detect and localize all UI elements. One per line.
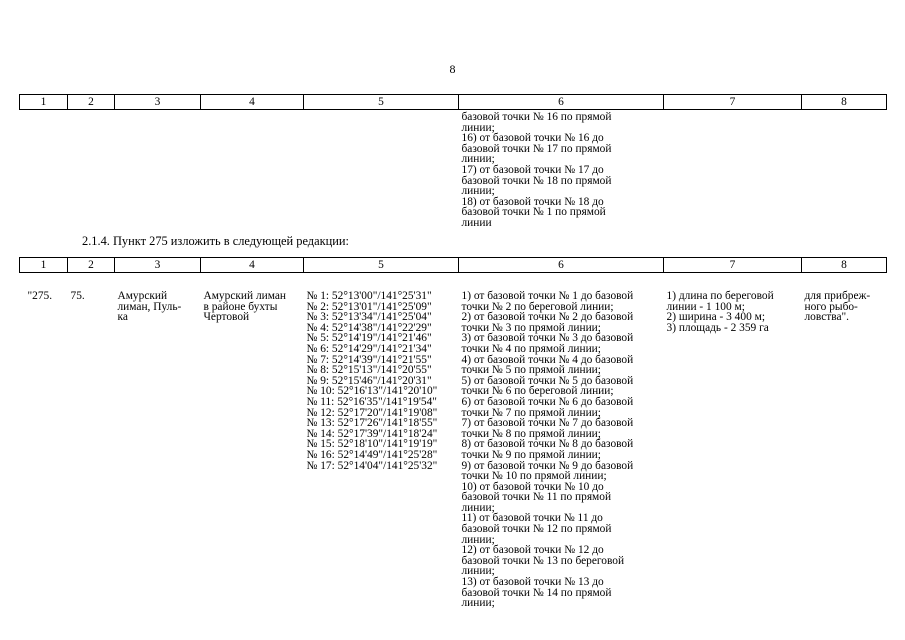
coordinate-line: № 2: 52°13'01"/141°25'09" xyxy=(306,300,432,313)
coordinate-line: № 12: 52°17'20"/141°19'08" xyxy=(306,406,438,419)
coordinate-line: № 16: 52°14'49"/141°25'28" xyxy=(306,448,438,461)
header-cell: 1 xyxy=(20,95,68,110)
cell-boundary-description xyxy=(459,273,664,609)
cell-empty xyxy=(115,110,201,229)
table-header-row xyxy=(20,95,887,110)
text-line: 75. xyxy=(70,290,85,302)
text-line: базовой точки № 16 по прямой xyxy=(461,111,612,123)
coordinate-line: № 14: 52°17'39"/141°18'24" xyxy=(306,427,438,440)
text-line: для прибреж- xyxy=(804,290,871,302)
coordinate-line: № 11: 52°16'35"/141°19'54" xyxy=(306,395,437,408)
header-cell: 3 xyxy=(115,258,201,273)
text-line: базовой точки № 18 по прямой xyxy=(461,174,612,187)
text-line: "275. xyxy=(27,290,53,302)
header-cell: 3 xyxy=(115,95,201,110)
header-cell: 5 xyxy=(304,95,459,110)
cell-empty xyxy=(304,110,459,229)
text-line: 3) от базовой точки № 3 до базовой xyxy=(461,332,634,345)
text-line: ного рыбо- xyxy=(804,300,858,313)
header-cell: 8 xyxy=(802,95,887,110)
header-cell: 1 xyxy=(20,258,68,273)
cell-purpose xyxy=(802,273,887,609)
text-line: 17) от базовой точки № 17 до xyxy=(461,163,604,176)
text-line: в районе бухты xyxy=(203,300,278,313)
table-header-row xyxy=(20,258,887,273)
coordinate-line: № 1: 52°13'00"/141°25'31" xyxy=(306,290,432,302)
text-line: точки № 6 по береговой линии; xyxy=(461,385,614,398)
cell-empty xyxy=(201,110,304,229)
text-line: базовой точки № 12 по прямой xyxy=(461,523,612,536)
text-line: линии - 1 100 м; xyxy=(666,300,745,313)
cell-empty xyxy=(664,110,802,229)
text-line: базовой точки № 17 по прямой xyxy=(461,142,612,155)
coordinate-line: № 6: 52°14'29"/141°21'34" xyxy=(306,342,432,355)
text-line: Чертовой xyxy=(203,311,250,324)
text-line: базовой точки № 11 по прямой xyxy=(461,491,612,504)
header-cell: 6 xyxy=(459,95,664,110)
cell-item-number xyxy=(20,273,68,609)
text-line: линии; xyxy=(461,533,495,546)
text-line: 3) площадь - 2 359 га xyxy=(666,321,769,334)
text-line: 10) от базовой точки № 10 до xyxy=(461,480,604,493)
header-cell: 5 xyxy=(304,258,459,273)
cell-location xyxy=(201,273,304,609)
text-line: 13) от базовой точки № 13 до xyxy=(461,576,604,589)
table-row xyxy=(20,273,887,609)
header-cell: 7 xyxy=(664,95,802,110)
text-line: линии xyxy=(461,216,492,229)
text-line: точки № 10 по прямой линии; xyxy=(461,470,607,483)
text-line: точки № 9 по прямой линии; xyxy=(461,448,601,461)
text-line: 5) от базовой точки № 5 до базовой xyxy=(461,374,634,387)
text-line: 8) от базовой точки № 8 до базовой xyxy=(461,438,634,451)
header-cell: 8 xyxy=(802,258,887,273)
text-line: базовой точки № 13 по береговой xyxy=(461,554,625,567)
cell-dimensions xyxy=(664,273,802,609)
text-line: 9) от базовой точки № 9 до базовой xyxy=(461,459,634,472)
header-cell: 6 xyxy=(459,258,664,273)
page-number: 8 xyxy=(449,62,456,76)
text-line: 4) от базовой точки № 4 до базовой xyxy=(461,353,634,366)
text-line: линии; xyxy=(461,121,495,134)
amendment-table xyxy=(19,257,887,609)
text-line: линии; xyxy=(461,565,495,578)
text-line: точки № 8 по прямой линии; xyxy=(461,427,601,440)
text-line: 6) от базовой точки № 6 до базовой xyxy=(461,395,634,408)
continuation-table xyxy=(19,94,887,229)
text-line: точки № 3 по прямой линии; xyxy=(461,321,601,334)
coordinate-line: № 4: 52°14'38"/141°22'29" xyxy=(306,321,432,334)
text-line: точки № 4 по прямой линии; xyxy=(461,342,601,355)
text-line: 2) ширина - 3 400 м; xyxy=(666,311,765,324)
text-line: 7) от базовой точки № 7 до базовой xyxy=(461,417,634,430)
coordinate-line: № 10: 52°16'13"/141°20'10" xyxy=(306,385,438,398)
header-cell: 7 xyxy=(664,258,802,273)
text-line: лиман, Пуль- xyxy=(117,300,182,313)
header-cell: 2 xyxy=(68,258,115,273)
text-line: базовой точки № 1 по прямой xyxy=(461,206,606,219)
header-cell: 4 xyxy=(201,95,304,110)
text-line: 11) от базовой точки № 11 до xyxy=(461,512,603,525)
coordinate-line: № 3: 52°13'34"/141°25'04" xyxy=(306,311,432,324)
text-line: ка xyxy=(117,311,128,324)
text-line: 16) от базовой точки № 16 до xyxy=(461,132,604,145)
text-line: точки № 5 по прямой линии; xyxy=(461,364,601,377)
coordinate-line: № 5: 52°14'19"/141°21'46" xyxy=(306,332,432,345)
text-line: линии; xyxy=(461,185,495,198)
coordinate-line: № 17: 52°14'04"/141°25'32" xyxy=(306,459,438,472)
header-cell: 2 xyxy=(68,95,115,110)
cell-empty xyxy=(20,110,68,229)
coordinate-line: № 7: 52°14'39"/141°21'55" xyxy=(306,353,432,366)
text-line: линии; xyxy=(461,597,495,610)
cell-water-body xyxy=(115,273,201,609)
cell-area-number xyxy=(68,273,115,609)
cell-boundary-description xyxy=(459,110,664,229)
text-line: точки № 2 по береговой линии; xyxy=(461,300,614,313)
coordinate-line: № 8: 52°15'13"/141°20'55" xyxy=(306,364,432,377)
text-line: 1) длина по береговой xyxy=(666,290,774,302)
header-cell: 4 xyxy=(201,258,304,273)
text-line: точки № 7 по прямой линии; xyxy=(461,406,601,419)
text-line: ловства". xyxy=(804,311,850,324)
text-line: 12) от базовой точки № 12 до xyxy=(461,544,604,557)
text-line: 2) от базовой точки № 2 до базовой xyxy=(461,311,634,324)
table-row xyxy=(20,110,887,229)
coordinate-line: № 13: 52°17'26"/141°18'55" xyxy=(306,417,438,430)
text-line: базовой точки № 14 по прямой xyxy=(461,586,612,599)
cell-coordinates xyxy=(304,273,459,609)
cell-empty xyxy=(802,110,887,229)
text-line: линии; xyxy=(461,501,495,514)
text-line: линии; xyxy=(461,153,495,166)
amendment-paragraph: 2.1.4. Пункт 275 изложить в следующей редакции: xyxy=(82,234,349,248)
text-line: Амурский лиман xyxy=(203,290,287,302)
text-line: 1) от базовой точки № 1 до базовой xyxy=(461,290,634,302)
coordinate-line: № 15: 52°18'10"/141°19'19" xyxy=(306,438,438,451)
coordinate-line: № 9: 52°15'46"/141°20'31" xyxy=(306,374,432,387)
cell-empty xyxy=(68,110,115,229)
text-line: Амурский xyxy=(117,290,168,302)
text-line: 18) от базовой точки № 18 до xyxy=(461,195,604,208)
